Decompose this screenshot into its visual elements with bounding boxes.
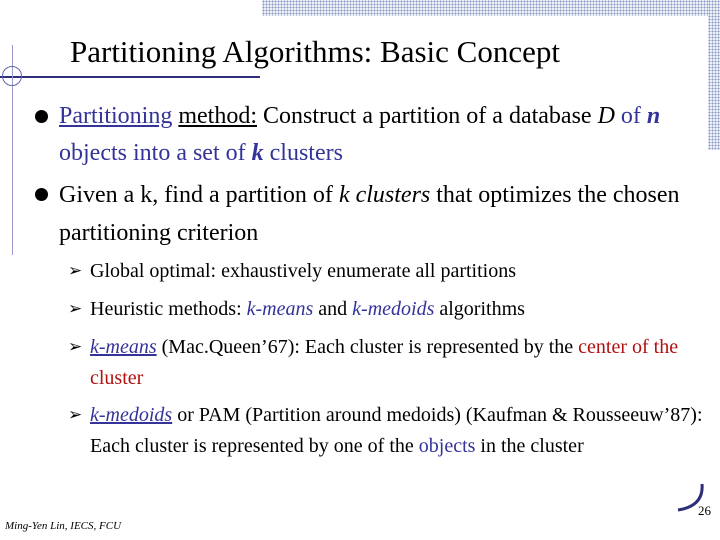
var-D: D [597,103,615,129]
bullet-1-text: Partitioning method: Construct a partition of a database D of n objects into a set of k clusters [59,103,661,166]
page-title: Partitioning Algorithms: Basic Concept [70,34,560,69]
bullet-1 [35,98,705,172]
sub-bullet-1: ➢ Global optimal: exhaustively enumerate all partitions [68,256,708,287]
title-underline [0,76,260,78]
arrow-bullet-icon: ➢ [68,337,83,357]
arrow-bullet-icon: ➢ [68,405,83,425]
arrow-bullet-icon: ➢ [68,261,83,281]
sub-bullet-3: ➢ k-means (Mac.Queen’67): Each cluster is represented by the center of the cluster [68,332,708,394]
bullet-2-text: Given a k, find a partition of k clusters that optimizes the chosen partitioning criterion [59,182,680,246]
sub-bullet-4: ➢ k-medoids or PAM (Partition around medoids) (Kaufman & Rousseeuw’87): Each cluster is represented by one of the objects in the cluster [68,400,708,462]
partitioning-link[interactable]: Partitioning [59,103,173,129]
crosshair-circle-icon [2,66,22,86]
bullet-2 [35,176,705,252]
method-term: method: [178,103,257,129]
k-clusters-term: k clusters [338,182,431,208]
right-dotted-band [708,0,720,150]
var-n: n [646,103,661,129]
bullet-dot [35,188,48,201]
kmeans-link[interactable]: k-means [90,336,157,358]
sub-bullet-2: ➢ Heuristic methods: k-means and k-medoids algorithms [68,294,708,325]
top-dotted-band [262,0,720,16]
bullet-dot [35,110,48,123]
footer-author: Ming-Yen Lin, IECS, FCU [5,520,122,532]
kmedoids-link[interactable]: k-medoids [90,404,173,426]
page-number: 26 [698,503,711,518]
arrow-bullet-icon: ➢ [68,299,83,319]
var-k: k [251,140,264,166]
